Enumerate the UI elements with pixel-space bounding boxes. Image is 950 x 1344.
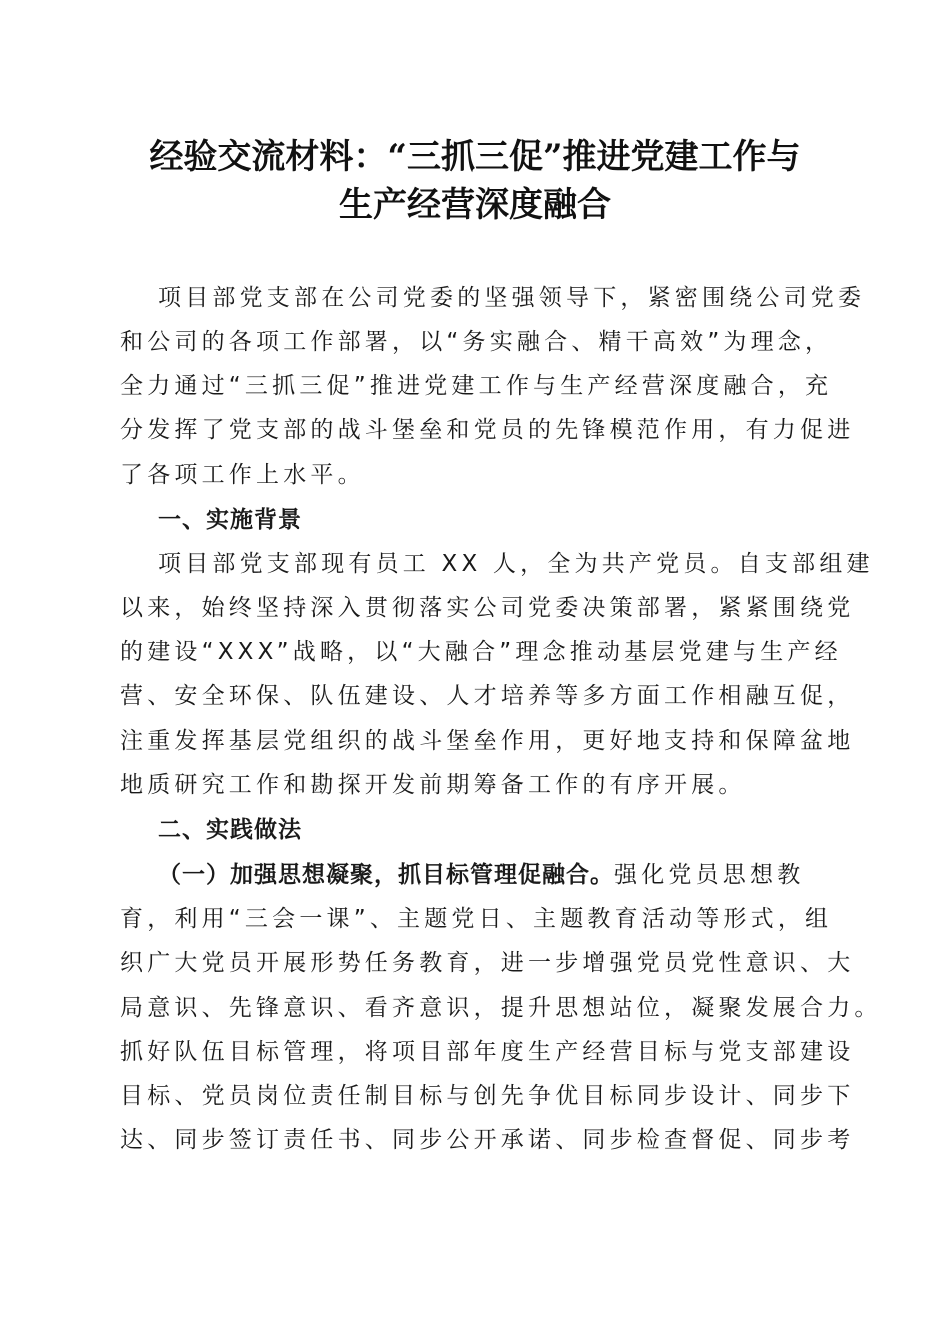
subsection-lead: （一）加强思想凝聚，抓目标管理促融合。: [158, 862, 614, 888]
section2-line-4: 局意识、先锋意识、看齐意识，提升思想站位，凝聚发展合力。: [120, 995, 882, 1021]
section2-line-1: [158, 853, 830, 897]
intro-line-5: 了各项工作上水平。: [120, 462, 365, 488]
intro-line-2: 和公司的各项工作部署，以“务实融合、精干高效”为理念，: [120, 329, 833, 355]
intro-line-3: 全力通过“三抓三促”推进党建工作与生产经营深度融合，充: [120, 373, 833, 399]
section-heading-background: 一、实施背景: [158, 507, 302, 533]
section2-line-2: 育，利用“三会一课”、主题党日、主题教育活动等形式，组: [120, 906, 833, 932]
section2-line-7: 达、同步签订责任书、同步公开承诺、同步检查督促、同步考: [120, 1127, 855, 1153]
section1-line-6: 地质研究工作和勘探开发前期筹备工作的有序开展。: [120, 772, 746, 798]
document-title-line-2: 生产经营深度融合: [339, 185, 611, 225]
section1-line-1: 项目部党支部现有员工 XX 人，全为共产党员。自支部组建: [158, 551, 874, 577]
section-heading-practice: 二、实践做法: [158, 817, 302, 843]
section2-line-1-text: 强化党员思想教: [614, 862, 805, 888]
intro-line-1: 项目部党支部在公司党委的坚强领导下，紧密围绕公司党委: [158, 285, 866, 311]
section1-line-5: 注重发挥基层党组织的战斗堡垒作用，更好地支持和保障盆地: [120, 728, 855, 754]
section1-line-3: 的建设“XXX”战略，以“大融合”理念推动基层党建与生产经: [120, 639, 842, 665]
document-title-line-1: 经验交流材料：“三抓三促”推进党建工作与: [149, 137, 801, 177]
section1-line-2: 以来，始终坚持深入贯彻落实公司党委决策部署，紧紧围绕党: [120, 595, 855, 621]
section2-line-5: 抓好队伍目标管理，将项目部年度生产经营目标与党支部建设: [120, 1039, 855, 1065]
section1-line-4: 营、安全环保、队伍建设、人才培养等多方面工作相融互促，: [120, 683, 855, 709]
intro-line-4: 分发挥了党支部的战斗堡垒和党员的先锋模范作用，有力促进: [120, 417, 855, 443]
section2-line-6: 目标、党员岗位责任制目标与创先争优目标同步设计、同步下: [120, 1083, 855, 1109]
section2-line-3: 织广大党员开展形势任务教育，进一步增强党员党性意识、大: [120, 950, 855, 976]
